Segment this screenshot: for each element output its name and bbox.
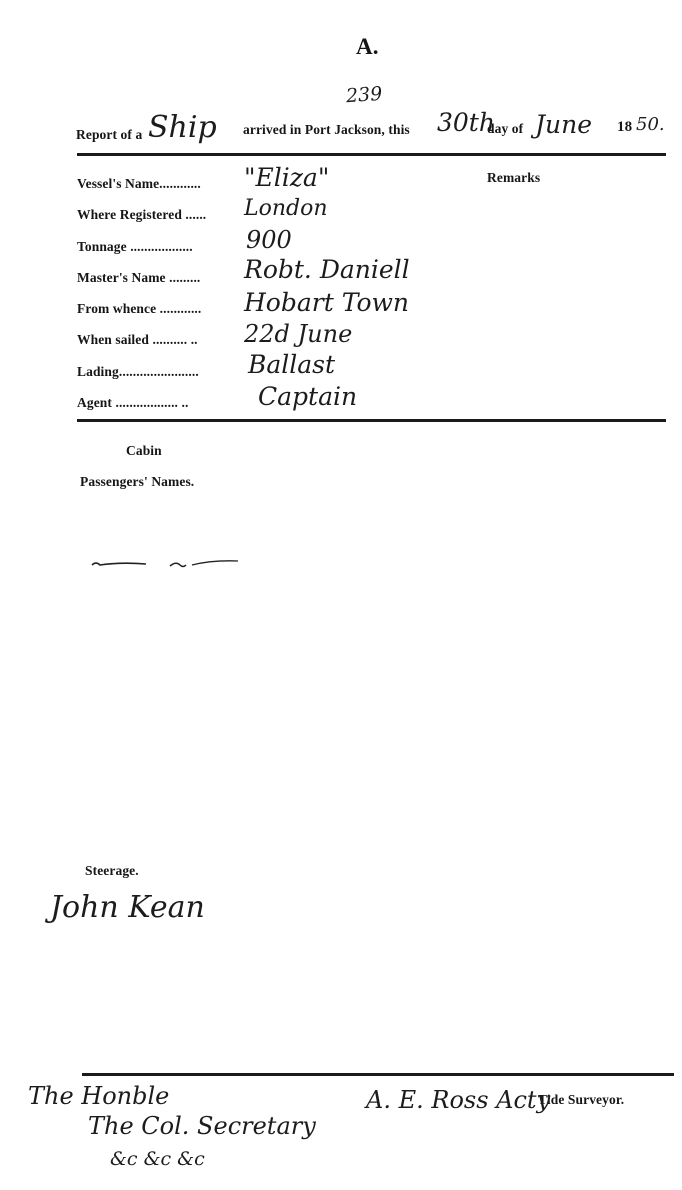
- steerage-passenger-name: John Kean: [50, 890, 205, 925]
- vessel-name-label: Vessel's Name............: [77, 176, 201, 191]
- cabin-nil-dash: [88, 556, 248, 572]
- from-whence-label: From whence ............: [77, 301, 202, 316]
- cabin-label: Cabin: [126, 443, 162, 458]
- agent-label: Agent .................. ..: [77, 395, 189, 410]
- addressee-line-3: &c &c &c: [110, 1148, 205, 1170]
- record-number: 239: [345, 82, 383, 108]
- from-whence-value: Hobart Town: [244, 288, 409, 317]
- arrival-day-value: 30th: [437, 108, 495, 137]
- tonnage-label: Tonnage ..................: [77, 239, 193, 254]
- tonnage-value: 900: [246, 226, 292, 254]
- masters-name-label: Master's Name .........: [77, 270, 201, 285]
- agent-value: Captain: [258, 382, 358, 411]
- when-sailed-value: 22d June: [244, 320, 353, 348]
- surveyor-signature: A. E. Ross Acty: [366, 1086, 551, 1114]
- form-letter: A.: [356, 34, 379, 59]
- passengers-names-label: Passengers' Names.: [80, 474, 195, 489]
- year-prefix: 18: [617, 119, 633, 135]
- addressee-line-2: The Col. Secretary: [88, 1112, 316, 1140]
- day-of-label: day of: [487, 121, 524, 136]
- details-rule: [77, 419, 666, 422]
- lading-value: Ballast: [248, 350, 336, 379]
- year-value: 50.: [636, 114, 665, 135]
- arrival-month-value: June: [535, 110, 593, 139]
- masters-name-value: Robt. Daniell: [244, 255, 410, 284]
- tide-surveyor-label: Tide Surveyor.: [538, 1092, 625, 1107]
- when-sailed-label: When sailed .......... ..: [77, 332, 198, 347]
- vessel-type-value: Ship: [148, 110, 217, 145]
- arrived-label: arrived in Port Jackson, this: [243, 122, 410, 137]
- lading-label: Lading.......................: [77, 364, 199, 379]
- where-registered-value: London: [244, 196, 328, 221]
- remarks-label: Remarks: [487, 170, 541, 185]
- addressee-line-1: The Honble: [28, 1082, 170, 1110]
- where-registered-label: Where Registered ......: [77, 207, 207, 222]
- steerage-label: Steerage.: [85, 863, 139, 878]
- report-of-label: Report of a: [76, 127, 143, 142]
- header-rule: [77, 153, 666, 156]
- footer-rule: [82, 1073, 674, 1076]
- vessel-name-value: "Eliza": [244, 163, 330, 192]
